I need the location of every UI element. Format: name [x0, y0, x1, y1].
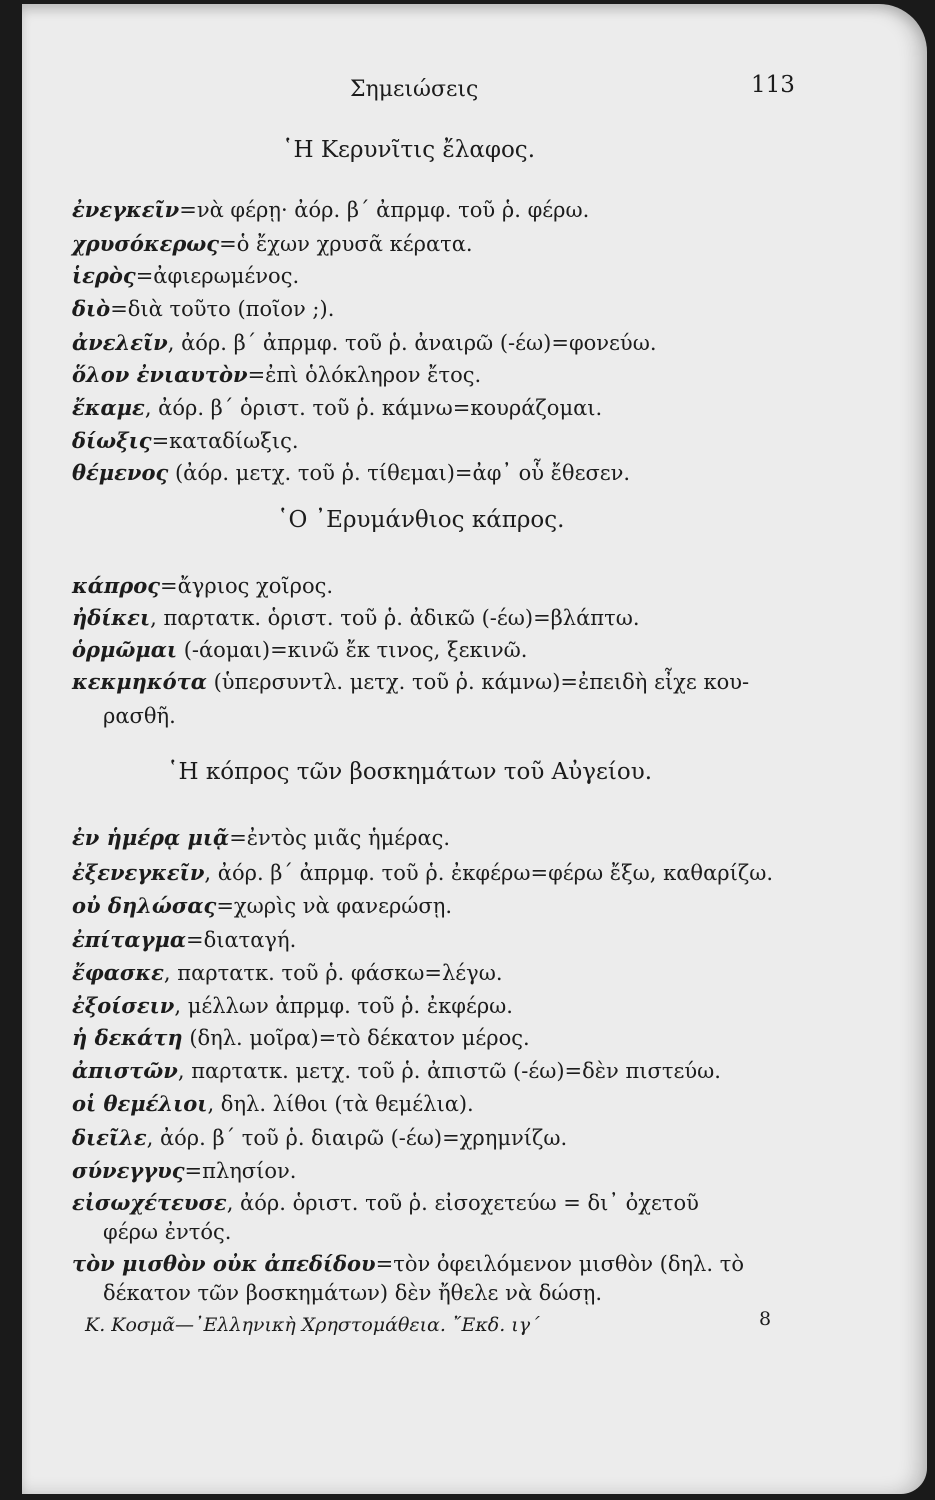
- list-item: ἐνεγκεῖν=νὰ φέρῃ· ἀόρ. β΄ ἀπρμφ. τοῦ ῥ. φέρω.: [72, 197, 590, 222]
- list-item: σύνεγγυς=πλησίον.: [72, 1158, 297, 1183]
- list-item: ἐξοίσειν, μέλλων ἀπρμφ. τοῦ ῥ. ἐκφέρω.: [72, 993, 513, 1018]
- list-item: ἐξενεγκεῖν, ἀόρ. β΄ ἀπρμφ. τοῦ ῥ. ἐκφέρω=φέρω ἔξω, καθαρίζω.: [72, 860, 774, 885]
- list-item-continuation: δέκατον τῶν βοσκημάτων) δὲν ἤθελε νὰ δώσῃ.: [103, 1281, 603, 1305]
- page-header-title: Σημειώσεις: [350, 77, 479, 102]
- list-item: ἱερὸς=ἀφιερωμένος.: [72, 263, 300, 288]
- list-item: διὸ=διὰ τοῦτο (ποῖον ;).: [72, 296, 335, 321]
- page-number: 113: [751, 72, 795, 98]
- list-item: ἀπιστῶν, παρτατκ. μετχ. τοῦ ῥ. ἀπιστῶ (-έω)=δὲν πιστεύω.: [72, 1058, 721, 1083]
- list-item: κάπρος=ἄγριος χοῖρος.: [72, 573, 334, 598]
- list-item: ἡ δεκάτη (δηλ. μοῖρα)=τὸ δέκατον μέρος.: [72, 1025, 530, 1050]
- list-item: οἱ θεμέλιοι, δηλ. λίθοι (τὰ θεμέλια).: [72, 1091, 474, 1116]
- list-item: χρυσόκερως=ὁ ἔχων χρυσᾶ κέρατα.: [72, 231, 473, 256]
- list-item: ἐν ἡμέρᾳ μιᾷ=ἐντὸς μιᾶς ἡμέρας.: [72, 825, 451, 850]
- footer-citation: Κ. Κοσμᾶ—᾽Ελληνικὴ Χρηστομάθεια. ῎Εκδ. ιγ΄: [85, 1314, 540, 1336]
- section-title-1: ῾Η Κερυνῖτις ἔλαφος.: [282, 137, 535, 163]
- list-item: ἀνελεῖν, ἀόρ. β΄ ἀπρμφ. τοῦ ῥ. ἀναιρῶ (-έω)=φονεύω.: [72, 330, 657, 355]
- list-item: ὅλον ἐνιαυτὸν=ἐπὶ ὁλόκληρον ἔτος.: [72, 362, 482, 387]
- list-item-continuation: ρασθῆ.: [103, 704, 176, 728]
- section-title-2: ῾Ο ᾽Ερυμάνθιος κάπρος.: [277, 507, 565, 533]
- list-item: δίωξις=καταδίωξις.: [72, 428, 299, 453]
- list-item: ὁρμῶμαι (-άομαι)=κινῶ ἔκ τινος, ξεκινῶ.: [72, 637, 528, 662]
- signature-mark: 8: [759, 1308, 772, 1330]
- list-item: κεκμηκότα (ὑπερσυντλ. μετχ. τοῦ ῥ. κάμνω)=ἐπειδὴ εἶχε κου-: [72, 669, 750, 694]
- list-item-continuation: φέρω ἐντός.: [103, 1220, 232, 1244]
- list-item: ἐπίταγμα=διαταγή.: [72, 927, 297, 952]
- list-item: θέμενος (ἀόρ. μετχ. τοῦ ῥ. τίθεμαι)=ἀφ᾽ οὗ ἔθεσεν.: [72, 460, 631, 485]
- section-title-3: ῾Η κόπρος τῶν βοσκημάτων τοῦ Αὐγείου.: [167, 759, 653, 785]
- book-page: [22, 4, 927, 1494]
- list-item: τὸν μισθὸν οὐκ ἀπεδίδου=τὸν ὀφειλόμενον μισθὸν (δηλ. τὸ: [72, 1251, 744, 1276]
- list-item: ἔφασκε, παρτατκ. τοῦ ῥ. φάσκω=λέγω.: [72, 960, 503, 985]
- list-item: ἠδίκει, παρτατκ. ὁριστ. τοῦ ῥ. ἀδικῶ (-έω)=βλάπτω.: [72, 605, 640, 630]
- list-item: ἔκαμε, ἀόρ. β΄ ὁριστ. τοῦ ῥ. κάμνω=κουράζομαι.: [72, 395, 603, 420]
- list-item: διεῖλε, ἀόρ. β΄ τοῦ ῥ. διαιρῶ (-έω)=χρημνίζω.: [72, 1125, 568, 1150]
- list-item: οὐ δηλώσας=χωρὶς νὰ φανερώσῃ.: [72, 893, 453, 918]
- list-item: εἰσωχέτευσε, ἀόρ. ὁριστ. τοῦ ῥ. εἰσοχετεύω = δι᾽ ὀχετοῦ: [72, 1190, 699, 1215]
